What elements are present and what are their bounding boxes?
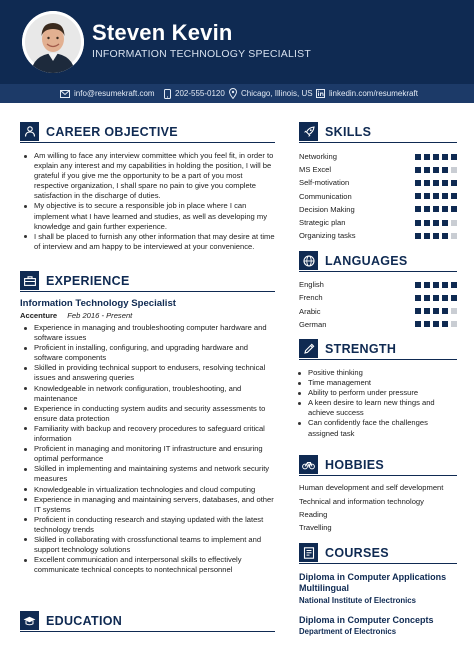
- list-item: Time management: [294, 378, 460, 388]
- rating-square: [442, 308, 448, 314]
- section-career-objective: [20, 121, 275, 143]
- globe-icon: [299, 251, 318, 270]
- rating-square: [451, 308, 457, 314]
- section-education: [20, 610, 275, 632]
- rating-square: [451, 220, 457, 226]
- rating-square: [415, 180, 421, 186]
- rating-square: [442, 167, 448, 173]
- language-label: German: [299, 319, 327, 329]
- contact-linkedin-text: linkedin.com/resumekraft: [329, 89, 418, 98]
- section-hobbies: [299, 454, 457, 476]
- rating-square: [415, 282, 421, 288]
- contact-phone[interactable]: [164, 84, 225, 103]
- bicycle-icon: [299, 455, 318, 474]
- contact-phone-text: 202-555-0120: [175, 89, 225, 98]
- skill-row: [299, 150, 457, 163]
- section-title: EDUCATION: [46, 613, 123, 628]
- list-item: Skilled in implementing and maintaining systems and network security measures: [20, 464, 278, 484]
- skill-label: Self-motivation: [299, 178, 350, 188]
- section-title: HOBBIES: [325, 457, 385, 472]
- list-item: Knowledgeable in virtualization technologies and cloud computing: [20, 485, 278, 495]
- rating-meter: [412, 154, 457, 160]
- skill-row: [299, 203, 457, 216]
- section-title: CAREER OBJECTIVE: [46, 124, 178, 139]
- rating-square: [424, 233, 430, 239]
- course-institution: National Institute of Electronics: [299, 596, 416, 605]
- contact-location-text: Chicago, Illinois, US: [241, 89, 313, 98]
- experience-duties-list: [20, 323, 278, 575]
- course-institution: Department of Electronics: [299, 627, 397, 636]
- language-row: [299, 305, 457, 318]
- hobby-item: Reading: [299, 510, 328, 519]
- rating-square: [415, 220, 421, 226]
- job-title: Information Technology Specialist: [20, 298, 177, 309]
- skill-label: Decision Making: [299, 204, 355, 214]
- rating-square: [442, 295, 448, 301]
- phone-icon: [164, 89, 171, 99]
- list-item: My objective is to secure a responsible job in place where I can implement what I have learned and studies, as well as developing my knowledge and gain further experience.: [20, 201, 278, 231]
- list-item: Skilled in providing technical support to endusers, resolving technical issues and answering queries: [20, 363, 278, 383]
- linkedin-icon: [316, 89, 325, 98]
- skill-row: [299, 176, 457, 189]
- candidate-name: Steven Kevin: [92, 20, 233, 45]
- email-icon: [60, 90, 70, 98]
- rating-square: [433, 321, 439, 327]
- rating-square: [451, 167, 457, 173]
- list-item: Familiarity with backup and recovery procedures to safeguard critical information: [20, 424, 278, 444]
- rating-square: [442, 282, 448, 288]
- rating-square: [424, 180, 430, 186]
- rating-square: [433, 308, 439, 314]
- skill-label: Communication: [299, 191, 352, 201]
- company-name: Accenture: [20, 311, 58, 320]
- list-item: Experience in conducting system audits and security assessments to ensure data protection: [20, 404, 278, 424]
- skill-label: Networking: [299, 152, 337, 161]
- rating-square: [442, 233, 448, 239]
- job-meta: [20, 311, 132, 320]
- course-name: Diploma in Computer Applications Multilingual: [299, 572, 447, 593]
- rocket-icon: [299, 122, 318, 141]
- rating-square: [424, 282, 430, 288]
- rating-square: [451, 206, 457, 212]
- rating-square: [442, 154, 448, 160]
- rating-square: [433, 233, 439, 239]
- skill-row: [299, 163, 457, 176]
- rating-square: [433, 282, 439, 288]
- location-pin-icon: [229, 88, 237, 99]
- language-label: English: [299, 280, 324, 289]
- certificate-icon: [299, 543, 318, 562]
- rating-meter: [412, 193, 457, 199]
- list-item: Proficient in managing and monitoring IT infrastructure and ensuring optimal performance: [20, 444, 278, 464]
- briefcase-user-icon: [20, 122, 39, 141]
- course-name: Diploma in Computer Concepts: [299, 615, 434, 625]
- rating-square: [433, 206, 439, 212]
- rating-square: [415, 154, 421, 160]
- section-title: EXPERIENCE: [46, 273, 130, 288]
- list-item: Proficient in conducting research and staying updated with the latest technology trends: [20, 515, 278, 535]
- rating-square: [424, 295, 430, 301]
- rating-square: [424, 167, 430, 173]
- skill-row: [299, 190, 457, 203]
- resume-header: [0, 0, 474, 84]
- profile-photo: [22, 11, 84, 73]
- candidate-title: INFORMATION TECHNOLOGY SPECIALIST: [92, 48, 311, 60]
- list-item: I shall be placed to furnish any other information that may desire at time of interview and am happy to be interviewed at your convenience.: [20, 232, 278, 252]
- contact-bar: [0, 84, 474, 103]
- section-title: LANGUAGES: [325, 253, 408, 268]
- section-title: COURSES: [325, 545, 389, 560]
- list-item: Can confidently face the challenges assigned task: [294, 418, 460, 438]
- rating-square: [442, 206, 448, 212]
- section-strength: [299, 338, 457, 360]
- rating-square: [451, 295, 457, 301]
- section-skills: [299, 121, 457, 143]
- hobby-item: Travelling: [299, 523, 332, 532]
- list-item: Skilled in collaborating with crossfunctional teams to implement and support technology solutions: [20, 535, 278, 555]
- rating-square: [451, 180, 457, 186]
- list-item: Experience in managing and troubleshooting computer hardware and software issues: [20, 323, 278, 343]
- rating-meter: [412, 282, 457, 288]
- language-label: French: [299, 293, 323, 303]
- rating-meter: [412, 321, 457, 327]
- language-row: [299, 291, 457, 304]
- rating-square: [433, 295, 439, 301]
- skill-label: Organizing tasks: [299, 231, 356, 241]
- list-item: Proficient in installing, configuring, and upgrading hardware and software components: [20, 343, 278, 363]
- section-title: STRENGTH: [325, 341, 397, 356]
- list-item: Knowledgeable in network configuration, troubleshooting, and maintenance: [20, 384, 278, 404]
- rating-square: [424, 193, 430, 199]
- language-row: [299, 318, 457, 331]
- rating-square: [442, 180, 448, 186]
- rating-meter: [412, 308, 457, 314]
- rating-square: [415, 295, 421, 301]
- list-item: Am willing to face any interview committee which you feel fit, in order to explain any interest and my capabilities in holding the position, I will be grateful if you give me the opportunity to be a part of you most respective organization, I shall spare no pain to give you complete satisfaction in the discharge of duties.: [20, 151, 278, 201]
- rating-square: [451, 282, 457, 288]
- graduation-cap-icon: [20, 611, 39, 630]
- hobby-item: Human development and self development: [299, 483, 444, 492]
- skill-label: MS Excel: [299, 165, 332, 175]
- rating-square: [424, 321, 430, 327]
- rating-square: [433, 220, 439, 226]
- rating-meter: [412, 180, 457, 186]
- section-experience: [20, 270, 275, 292]
- list-item: Excellent communication and interpersonal skills to effectively communicate technical concepts to nontechnical personnel: [20, 555, 278, 575]
- rating-square: [424, 308, 430, 314]
- list-item: A keen desire to learn new things and achieve success: [294, 398, 460, 418]
- rating-square: [415, 233, 421, 239]
- rating-square: [451, 321, 457, 327]
- rating-meter: [412, 206, 457, 212]
- rating-square: [415, 167, 421, 173]
- rating-square: [424, 206, 430, 212]
- rating-square: [424, 220, 430, 226]
- list-item: Positive thinking: [294, 368, 460, 378]
- skill-row: [299, 216, 457, 229]
- strength-list: [294, 368, 460, 439]
- rating-square: [433, 193, 439, 199]
- rating-square: [442, 321, 448, 327]
- rating-square: [415, 308, 421, 314]
- rating-meter: [412, 167, 457, 173]
- contact-email[interactable]: [60, 84, 155, 103]
- rating-square: [433, 180, 439, 186]
- rating-square: [433, 167, 439, 173]
- contact-email-text: info@resumekraft.com: [74, 89, 155, 98]
- rating-square: [451, 233, 457, 239]
- rating-square: [424, 154, 430, 160]
- rating-square: [451, 154, 457, 160]
- rating-square: [433, 154, 439, 160]
- pencil-icon: [299, 339, 318, 358]
- rating-square: [415, 193, 421, 199]
- language-label: Arabic: [299, 306, 321, 316]
- rating-square: [442, 220, 448, 226]
- section-languages: [299, 250, 457, 272]
- rating-square: [442, 193, 448, 199]
- list-item: Experience in managing and maintaining servers, databases, and other IT systems: [20, 495, 278, 515]
- rating-square: [415, 321, 421, 327]
- skill-row: [299, 229, 457, 242]
- section-courses: [299, 542, 457, 564]
- language-row: [299, 278, 457, 291]
- contact-location: [229, 84, 313, 103]
- rating-meter: [412, 233, 457, 239]
- list-item: Ability to perform under pressure: [294, 388, 460, 398]
- job-dates: Feb 2016 - Present: [67, 311, 133, 320]
- rating-square: [451, 193, 457, 199]
- rating-meter: [412, 220, 457, 226]
- section-title: SKILLS: [325, 124, 372, 139]
- rating-meter: [412, 295, 457, 301]
- hobby-item: Technical and information technology: [299, 497, 424, 506]
- briefcase-icon: [20, 271, 39, 290]
- objective-list: [20, 151, 278, 252]
- contact-linkedin[interactable]: [316, 84, 418, 103]
- rating-square: [415, 206, 421, 212]
- skill-label: Strategic plan: [299, 218, 346, 227]
